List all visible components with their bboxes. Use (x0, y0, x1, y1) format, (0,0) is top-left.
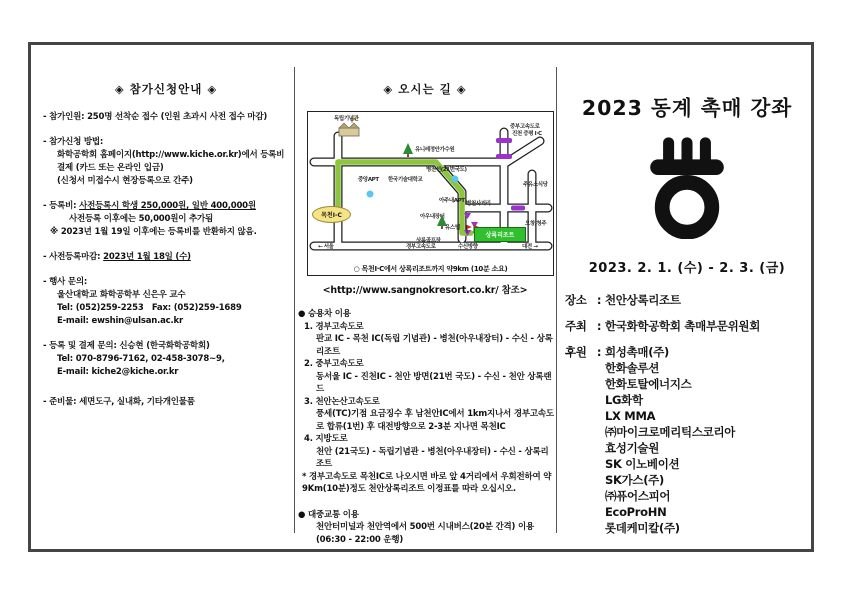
colon: : (596, 345, 602, 359)
resort-website-reference: <http://www.sangnokresort.co.kr/ 참조> (322, 285, 528, 296)
text-line: - 등록비: 사전등록시 학생 250,000원, 일반 400,000원 (43, 201, 256, 211)
sponsor-label: 후원 (565, 345, 587, 359)
sponsor-item: 한화토탈에너지스 (605, 377, 692, 391)
sponsor-item: EcoProHN (605, 505, 667, 519)
text-line: Tel: (052)259-2253 Fax: (052)259-1689 (57, 303, 242, 313)
column-divider-left (294, 67, 295, 533)
text-line: 화학공학회 홈페이지(http://www.kiche.or.kr)에서 등록비 (57, 150, 285, 160)
map-label: 병천사거리 (466, 201, 491, 207)
text-line: - 참가신청 방법: (43, 137, 104, 147)
direction-line: ● 승용차 이용 (298, 309, 351, 319)
sponsor-row (565, 344, 809, 536)
direction-line: * 경부고속도로 목천IC로 나오시면 바로 앞 4거리에서 우회전하여 약 9Km(10분)정도 천안상록리조트 이정표를 따라 오십시오. (302, 471, 555, 494)
host-row (565, 318, 809, 334)
map-label: 독립기념관 (334, 116, 359, 122)
event-column (565, 63, 809, 536)
venue-value: 천안상록리조트 (605, 293, 681, 307)
catalysis-symbol-icon (641, 135, 733, 239)
map-label: 수신방향 (458, 244, 478, 250)
logo-container (565, 135, 809, 243)
sangnok-resort-badge: 상록리조트 (474, 227, 526, 242)
venue-label: 장소 (565, 293, 587, 307)
directions-column (296, 63, 554, 546)
direction-line: 4. 지방도로 (304, 434, 348, 444)
text-line: - 사전등록마감: 2023년 1월 18일 (수) (43, 252, 191, 262)
map-label: 대전 → (522, 244, 538, 250)
event-title: 2023 동계 촉매 강좌 (581, 96, 793, 120)
text-line: Tel: 070-8796-7162, 02-458-3078~9, (57, 354, 225, 364)
sponsor-item: SK가스(주) (605, 473, 664, 487)
map-label: 상록골프장 (416, 238, 441, 244)
direction-line: 풍세(TC)기점 요금징수 후 남천안IC에서 1km지나서 경부고속도로 합류(1번) 후 대전방향으로 2-3분 지나면 목천IC (316, 409, 554, 432)
direction-line: 3. 천안논산고속도로 (304, 396, 380, 407)
column-divider-right (556, 67, 557, 533)
text-line: E-mail: kiche2@kiche.or.kr (57, 367, 179, 377)
direction-line: 천안 (21국도) - 독립기념관 - 병천(아우내장터) - 수신 - 상록리조트 (316, 446, 549, 469)
direction-line: 1. 경부고속도로 (304, 321, 364, 332)
sponsor-item: SK 이노베이션 (605, 457, 680, 471)
mokcheon-ic-badge: 목천I-C (312, 206, 351, 223)
map-caption: ○ 목천I·C에서 상록리조트까지 약9km (10분 소요) (353, 265, 508, 273)
direction-line: 판교 IC - 목천 IC(독립 기념관) - 병천(아우내장터) - 수신 - 상록리조트 (316, 334, 553, 357)
sponsor-item: ㈜퓨어스피어 (605, 489, 671, 503)
map-label: 주유소식당 (523, 182, 548, 188)
sponsor-item: ㈜마이크로메리틱스코리아 (605, 425, 736, 439)
colon: : (596, 293, 602, 307)
map-label: 한국기술대학교 (388, 177, 423, 183)
registration-column (43, 63, 289, 409)
registration-info-text (43, 111, 289, 409)
sponsor-item: 롯데케미칼(주) (605, 521, 680, 535)
map-label: 유스텔 (445, 225, 460, 231)
sponsor-item: LG화학 (605, 393, 643, 407)
map-label: 경부고속도로 (406, 244, 436, 250)
map-label: ← 서울 (318, 244, 334, 250)
map-label: 아우내장터 (420, 214, 445, 220)
text-line: ※ 2023년 1월 19일 이후에는 등록비를 반환하지 않음. (50, 227, 257, 237)
text-line: 울산대학교 화학공학부 신은우 교수 (57, 290, 186, 300)
text-line: 결제 (카드 또는 온라인 입금) (57, 163, 164, 173)
registration-heading: ◈ 참가신청안내 ◈ (114, 82, 218, 96)
leaflet-sheet (28, 42, 814, 552)
sponsor-list (605, 344, 809, 536)
driving-directions (296, 308, 554, 546)
map-label: 오창/청주 (525, 221, 547, 227)
map-label: 유니레정안가수원 (415, 147, 455, 153)
text-line: - 준비물: 세면도구, 실내화, 기타개인물품 (43, 397, 195, 407)
directions-heading: ◈ 오시는 길 ◈ (383, 82, 467, 96)
text-line: - 등록 및 결제 문의: 신승현 (한국화학공학회) (43, 341, 210, 351)
text-line: 사전등록 이후에는 50,000원이 추가됨 (69, 214, 214, 224)
host-value: 한국화학공학회 촉매부문위원회 (605, 319, 761, 333)
text-line: - 행사 문의: (43, 277, 88, 287)
text-line: (신청서 미접수시 현장등록으로 간주) (57, 176, 193, 186)
direction-line: 2. 중부고속도로 (304, 359, 364, 369)
direction-line: ● 대중교통 이용 (298, 509, 359, 520)
map-label: 병천선(21번국도) (426, 167, 467, 173)
map-label: 아주내APT (439, 198, 465, 204)
sponsor-item: 한화솔루션 (605, 361, 660, 375)
map-label: 중부고속도로 (510, 124, 540, 130)
venue-row (565, 292, 809, 308)
host-label: 주최 (565, 319, 587, 333)
location-map (307, 111, 554, 276)
direction-line: 동서울 IC - 진천IC - 천안 방면(21번 국도) - 수신 - 천안 상록랜드 (316, 371, 552, 394)
sponsor-item: 희성촉매(주) (605, 345, 669, 359)
map-label: 진천 증평 I·C (512, 131, 542, 137)
colon: : (596, 319, 602, 333)
text-line: E-mail: ewshin@ulsan.ac.kr (57, 316, 183, 326)
event-info (565, 292, 809, 536)
map-label: 중앙APT (358, 177, 379, 183)
direction-line: 천안터미널과 천안역에서 500번 시내버스(20분 간격) 이용 (06:30 - 22:00 운행) (316, 522, 537, 545)
sponsor-item: 효성기술원 (605, 441, 660, 455)
text-line: - 참가인원: 250명 선착순 접수 (인원 초과시 사전 접수 마감) (43, 112, 268, 122)
event-date: 2023. 2. 1. (수) - 2. 3. (금) (588, 261, 786, 276)
sponsor-item: LX MMA (605, 409, 656, 423)
